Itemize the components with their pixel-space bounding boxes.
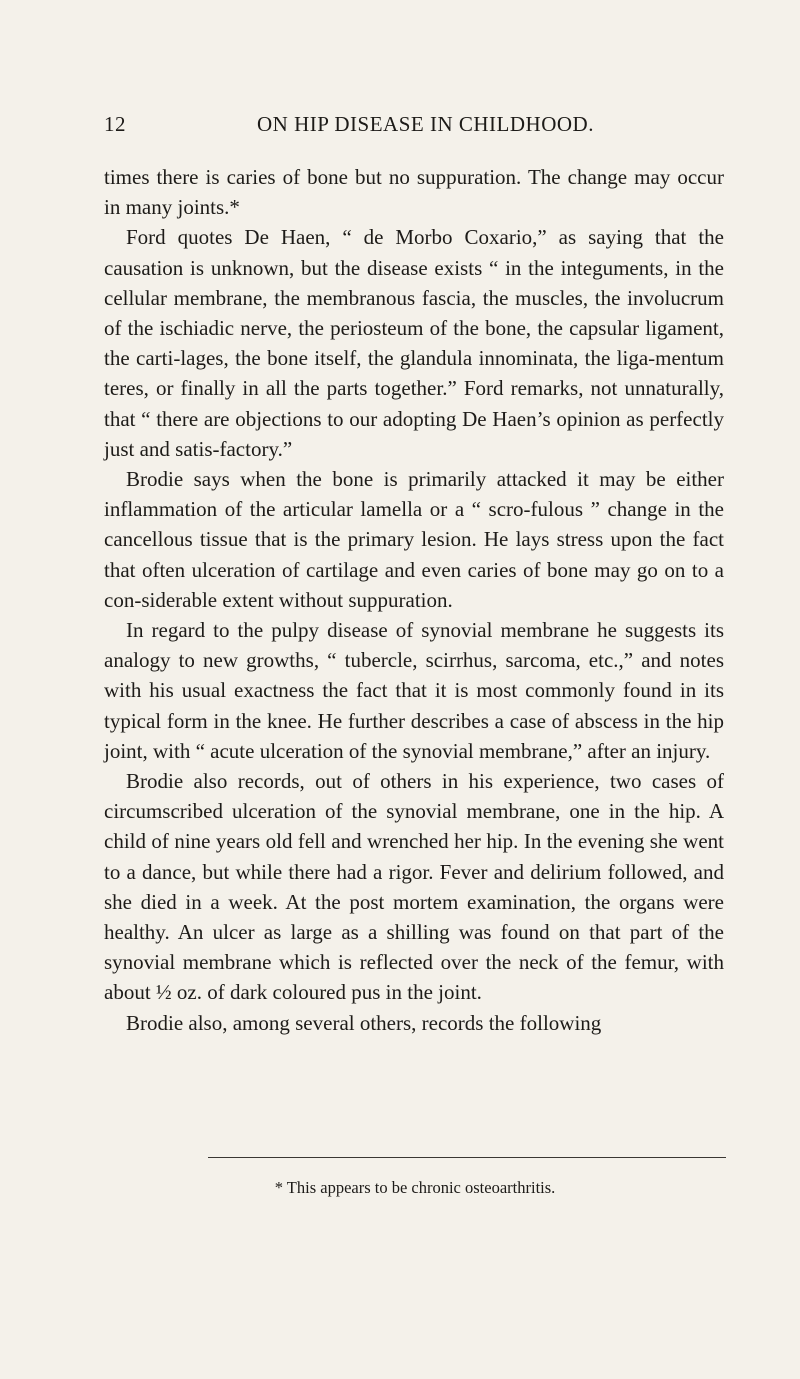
paragraph-brodie-cases: Brodie also records, out of others in his experience, two cases of circumscribed ulceration of the synovial membrane, one in the hip. A child of nine years old fell and wrenched her hip. In the evening she went to a dance, but while there had a rigor. Fever and delirium followed, and she died in a week. At the post mortem examination, the organs were healthy. An ulcer as large as a shilling was found on that part of the synovial membrane which is reflected over the neck of the femur, with about ½ oz. of dark coloured pus in the joint. <box>104 769 724 1005</box>
paragraph-continuation: times there is caries of bone but no suppuration. The change may occur in many joints.* <box>104 165 724 220</box>
running-head <box>104 112 724 142</box>
paragraph-pulpy-disease: In regard to the pulpy disease of synovial membrane he suggests its analogy to new growths, “ tubercle, scirrhus, sarcoma, etc.,” and notes with his usual exactness the fact that it is most commonly found in its typical form in the knee. He further describes a case of abscess in the hip joint, with “ acute ulceration of the synovial membrane,” after an injury. <box>104 618 724 763</box>
page-number: 12 <box>104 112 126 136</box>
footnote: * This appears to be chronic osteoarthritis. <box>274 1178 556 1197</box>
paragraph-brodie-following: Brodie also, among several others, records the following <box>126 1010 602 1035</box>
body-text <box>104 162 724 1038</box>
running-title: ON HIP DISEASE IN CHILDHOOD. <box>257 112 594 136</box>
footnote-divider <box>208 1157 726 1158</box>
paragraph-brodie-bone: Brodie says when the bone is primarily attacked it may be either inflammation of the articular lamella or a “ scro-fulous ” change in the cancellous tissue that is the primary lesion. He lays stress upon the fact that often ulceration of cartilage and even caries of bone may go on to a con-siderable extent without suppuration. <box>104 467 724 612</box>
paragraph-ford: Ford quotes De Haen, “ de Morbo Coxario,” as saying that the causation is unknown, but the disease exists “ in the integuments, in the cellular membrane, the membranous fascia, the muscles, the involucrum of the ischiadic nerve, the periosteum of the bone, the capsular ligament, the carti-lages, the bone itself, the glandula innominata, the liga-mentum teres, or finally in all the parts together.” Ford remarks, not unnaturally, that “ there are objections to our adopting De Haen’s opinion as perfectly just and satis-factory.” <box>104 225 724 461</box>
